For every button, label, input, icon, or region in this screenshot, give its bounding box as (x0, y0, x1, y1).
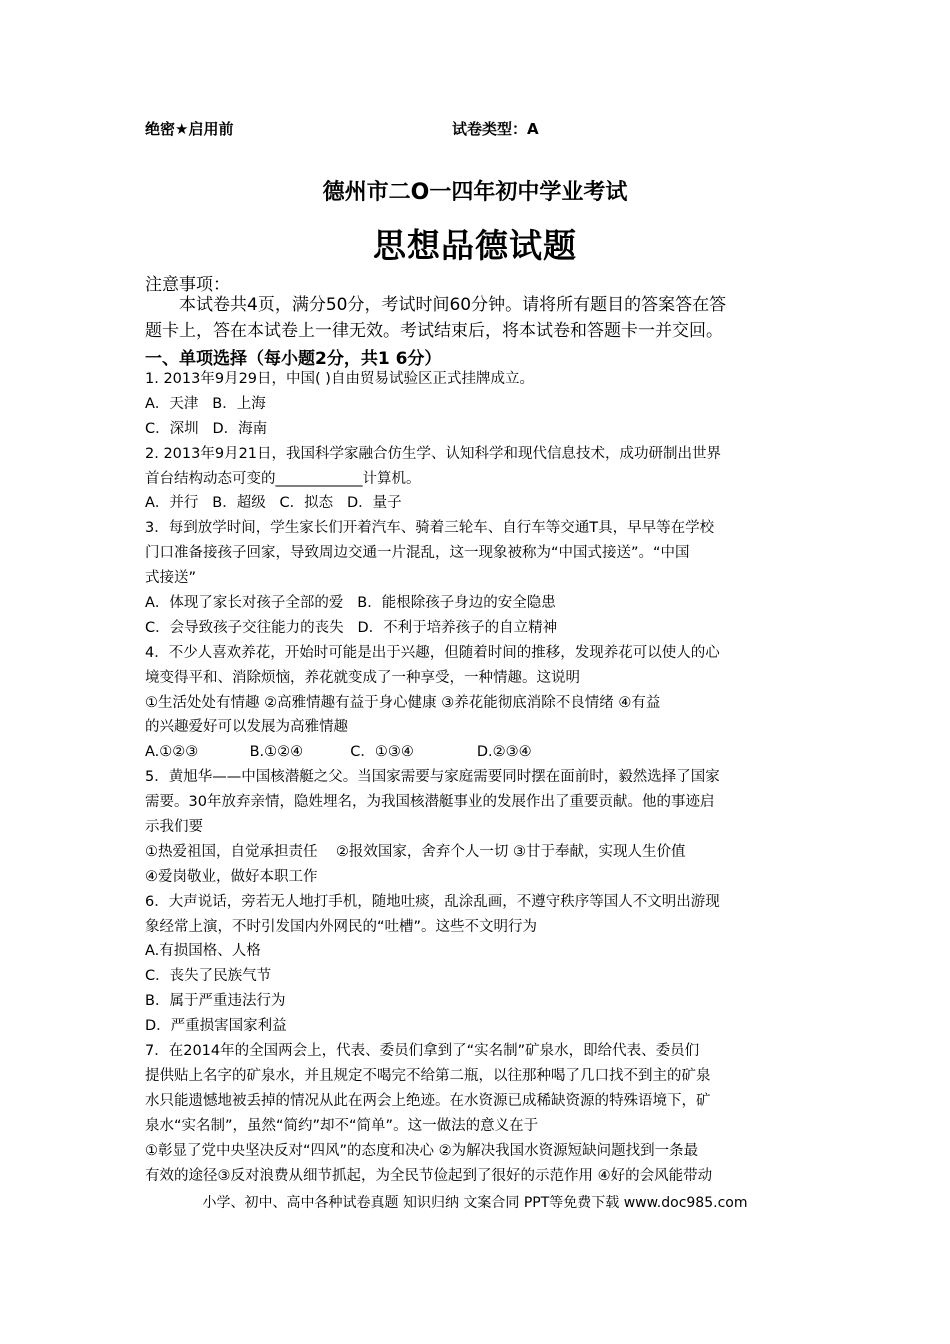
q2-option-d: D．量子 (346, 495, 402, 512)
q4-items-line-2: 的兴趣爱好可以发展为高雅情趣 (145, 719, 348, 736)
q1-option-b: B．上海 (212, 395, 266, 412)
q4-option-d: D.②③④ (476, 744, 532, 761)
q7-items-line-1: ①彰显了党中央坚决反对“四风”的态度和决心 ②为解决我国水资源短缺问题找到一条最 (145, 1142, 699, 1159)
q3-stem-line-2: 门口准备接孩子回家，导致周边交通一片混乱，这一现象被称为“中国式接送”。“中国 (145, 545, 690, 562)
q1-options-cd (145, 417, 810, 442)
q4-items-line-1: ①生活处处有情趣 ②高雅情趣有益于身心健康 ③养花能彻底消除不良情绪 ④有益 (145, 694, 661, 711)
q4-options (145, 740, 810, 765)
q4-option-c: C．①③④ (350, 744, 414, 761)
section-heading: 一、单项选择（每小题2分，共1 6分） (145, 349, 442, 369)
q6-option-2: C．丧失了民族气节 (145, 968, 272, 985)
q6-stem-line-1: 6．大声说话，旁若无人地打手机，随地吐痰，乱涂乱画，不遵守秩序等国人不文明出游现 (145, 893, 720, 910)
q4-stem-line-1: 4．不少人喜欢养花，开始时可能是出于兴趣，但随着时间的推移，发现养花可以使人的心 (145, 644, 720, 661)
exam-title: 德州市二O一四年初中学业考试 (322, 180, 628, 205)
q1-option-c: C．深圳 (145, 420, 199, 437)
notice-text (145, 292, 810, 344)
q2-options (145, 491, 810, 516)
q7-stem-line-2: 提供贴上名字的矿泉水，并且规定不喝完不给第二瓶，以往那种喝了几口找不到主的矿泉 (145, 1067, 711, 1084)
notice-line-2: 题卡上，答在本试卷上一律无效。考试结束后，将本试卷和答题卡一并交回。 (145, 321, 723, 341)
q2-option-b: B．超级 (212, 495, 266, 512)
notice-line-1: 本试卷共4页，满分50分，考试时间60分钟。请将所有题目的答案答在答 (179, 295, 727, 315)
q3-options-cd (145, 616, 810, 641)
q5-items-line-1: ①热爱祖国，自觉承担责任 ②报效国家，舍弃个人一切 ③甘于奉献，实现人生价值 (145, 843, 686, 860)
notice-heading: 注意事项： (145, 275, 230, 295)
q5-stem-line-3: 示我们要 (145, 819, 203, 836)
q7-items-line-2: 有效的途径③反对浪费从细节抓起，为全民节俭起到了很好的示范作用 ④好的会风能带动 (145, 1167, 713, 1184)
q1-option-a: A．天津 (145, 395, 199, 412)
q4-option-b: B.①②④ (249, 744, 304, 761)
q5-stem-line-1: 5．黄旭华——中国核潜艇之父。当国家需要与家庭需要同时摆在面前时，毅然选择了国家 (145, 769, 720, 786)
q7-stem-line-1: 7．在2014年的全国两会上，代表、委员们拿到了“实名制”矿泉水，即给代表、委员们 (145, 1043, 700, 1060)
q4-stem-line-2: 境变得平和、消除烦恼，养花就变成了一种享受，一种情趣。这说明 (145, 669, 580, 686)
q3-option-a: A．体现了家长对孩子全部的爱 (145, 595, 344, 612)
q3-option-d: D．不利于培养孩子的自立精神 (357, 619, 558, 636)
q1-stem: 1. 2013年9月29日，中国( )自由贸易试验区正式挂牌成立。 (145, 371, 534, 387)
subject-title: 思想品德试题 (373, 226, 577, 265)
paper-type-label: 试卷类型：A (452, 120, 539, 138)
q2-option-c: C．拟态 (279, 495, 334, 512)
q6-option-4: D．严重损害国家利益 (145, 1018, 287, 1035)
q7-stem-line-3: 水只能遗憾地被丢掉的情况从此在两会上绝迹。在水资源已成稀缺资源的特殊语境下，矿 (145, 1092, 711, 1109)
footer-ad-text: 小学、初中、高中各种试卷真题 知识归纳 文案合同 PPT等免费下载 www.doc985.com (202, 1195, 748, 1211)
q6-stem-line-2: 象经常上演，不时引发国内外网民的“吐槽”。这些不文明行为 (145, 918, 538, 935)
confidential-label: 绝密★启用前 (145, 120, 234, 138)
questions-body (145, 367, 810, 1188)
q3-stem-line-3: 式接送” (145, 570, 197, 587)
q6-option-1: A.有损国格、人格 (145, 943, 261, 960)
q5-items-line-2: ④爱岗敬业，做好本职工作 (145, 868, 318, 885)
q2-stem-line-2: 首台结构动态可变的____________计算机。 (145, 470, 421, 487)
q2-option-a: A．并行 (145, 495, 199, 512)
q5-stem-line-2: 需要。30年放弃亲情，隐姓埋名，为我国核潜艇事业的发展作出了重要贡献。他的事迹启 (145, 794, 715, 811)
q6-option-3: B．属于严重违法行为 (145, 993, 286, 1010)
q1-options-ab (145, 392, 810, 417)
q1-option-d: D．海南 (212, 420, 268, 437)
q2-stem-line-1: 2. 2013年9月21日，我国科学家融合仿生学、认知科学和现代信息技术，成功研制出世界 (145, 445, 722, 462)
q3-option-b: B．能根除孩子身边的安全隐患 (357, 595, 556, 612)
q3-options-ab (145, 591, 810, 616)
q4-option-a: A.①②③ (145, 744, 199, 761)
q3-option-c: C．会导致孩子交往能力的丧失 (145, 619, 344, 636)
q7-stem-line-4: 泉水“实名制”，虽然“简约”却不“简单”。这一做法的意义在于 (145, 1117, 539, 1134)
q3-stem-line-1: 3．每到放学时间，学生家长们开着汽车、骑着三轮车、自行车等交通T具，早早等在学校 (145, 520, 715, 537)
